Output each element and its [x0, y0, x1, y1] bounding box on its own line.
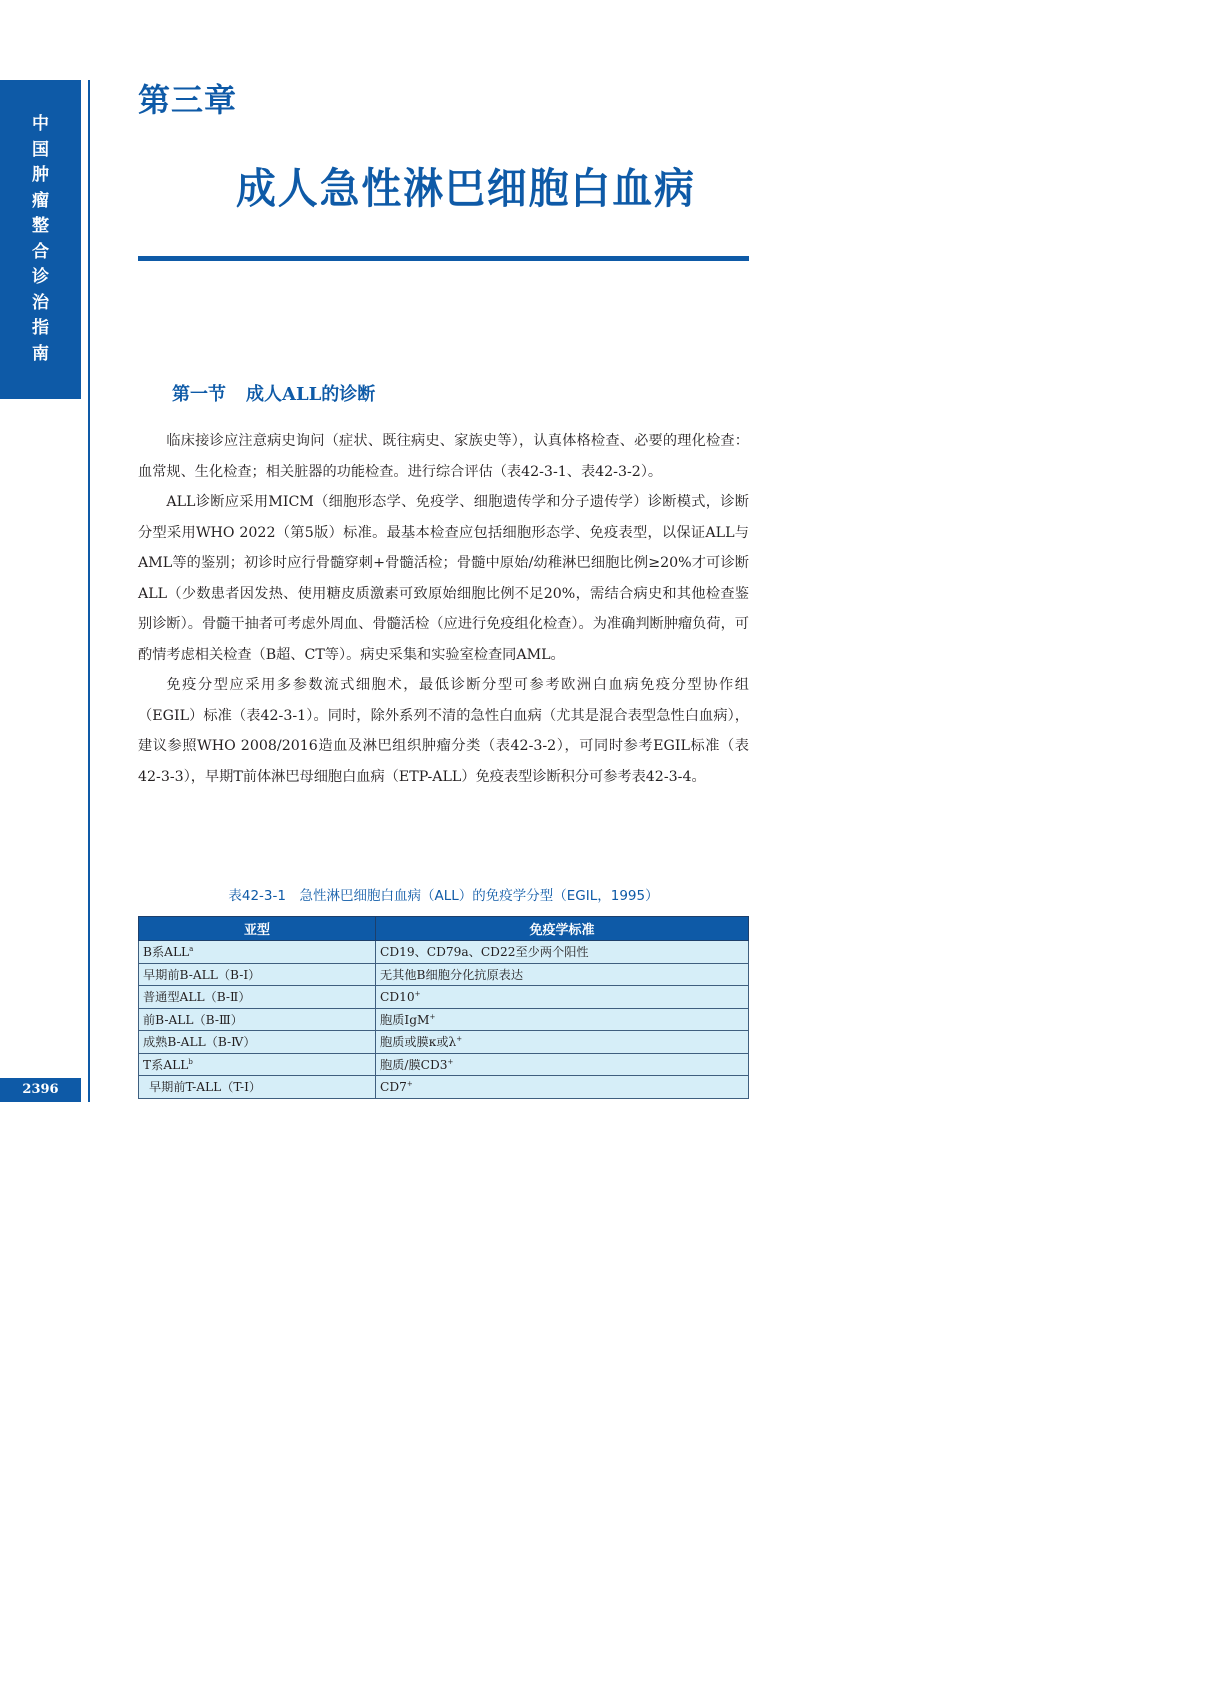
section-title: 成人ALL的诊断 [246, 384, 376, 405]
cell-subtype: 前B-ALL（B-Ⅲ） [139, 1008, 376, 1031]
cell-criteria: 无其他B细胞分化抗原表达 [376, 963, 749, 986]
cell-subtype: 成熟B-ALL（B-Ⅳ） [139, 1031, 376, 1054]
sidebar-char: 南 [32, 343, 49, 364]
table-row [139, 1008, 749, 1031]
sidebar-book-title [0, 112, 81, 367]
table-row [139, 1076, 749, 1099]
title-rule [138, 256, 749, 261]
header-criteria: 免疫学标准 [376, 917, 749, 941]
sidebar-char: 肿 [32, 165, 49, 185]
cell-criteria: 胞质/膜CD3+ [376, 1053, 749, 1076]
sidebar-char: 诊 [32, 267, 49, 287]
immunotype-table [138, 916, 749, 1099]
paragraph: 免疫分型应采用多参数流式细胞术，最低诊断分型可参考欧洲白血病免疫分型协作组（EGIL）标准（表42-3-1）。同时，除外系列不清的急性白血病（尤其是混合表型急性白血病），建议参照WHO 2008/2016造血及淋巴组织肿瘤分类（表42-3-2），可同时参考EGIL标准（表42-3-3），早期T前体淋巴母细胞白血病（ETP-ALL）免疫表型诊断积分可参考表42-3-4。 [138, 677, 749, 785]
paragraph: 临床接诊应注意病史询问（症状、既往病史、家族史等），认真体格检查、必要的理化检查：血常规、生化检查；相关脏器的功能检查。进行综合评估（表42-3-1、表42-3-2）。 [138, 433, 749, 480]
sidebar-char: 瘤 [32, 190, 49, 211]
cell-subtype: 普通型ALL（B-Ⅱ） [139, 986, 376, 1009]
cell-subtype: B系ALL$^a$ [139, 941, 376, 964]
cell-criteria: CD19、CD79a、CD22至少两个阳性 [376, 941, 749, 964]
table-row [139, 986, 749, 1009]
cell-subtype: T系ALL$^b$ [139, 1053, 376, 1076]
chapter-title: 成人急性淋巴细胞白血病 [236, 164, 696, 213]
page-number: 2396 [0, 1078, 81, 1102]
table-row [139, 1031, 749, 1054]
sidebar-char: 指 [32, 318, 49, 338]
cell-criteria: CD10+ [376, 986, 749, 1009]
cell-criteria: 胞质或膜κ或λ+ [376, 1031, 749, 1054]
cell-criteria: CD7+ [376, 1076, 749, 1099]
section-number: 第一节 [172, 384, 226, 405]
sidebar-char: 合 [32, 241, 49, 262]
body-text [138, 426, 749, 792]
margin-divider [88, 80, 90, 1102]
table-header-row [139, 917, 749, 941]
sidebar-char: 中 [32, 114, 49, 134]
paragraph: ALL诊断应采用MICM（细胞形态学、免疫学、细胞遗传学和分子遗传学）诊断模式，诊断分型采用WHO 2022（第5版）标准。最基本检查应包括细胞形态学、免疫表型，以保证ALL与AML等的鉴别；初诊时应行骨髓穿刺+骨髓活检；骨髓中原始/幼稚淋巴细胞比例≥20%才可诊断ALL（少数患者因发热、使用糖皮质激素可致原始细胞比例不足20%，需结合病史和其他检查鉴别诊断）。骨髓干抽者可考虑外周血、骨髓活检（应进行免疫组化检查）。为准确判断肿瘤负荷，可酌情考虑相关检查（B超、CT等）。病史采集和实验室检查同AML。 [138, 494, 749, 663]
header-subtype: 亚型 [139, 917, 376, 941]
sidebar-char: 治 [32, 292, 49, 313]
cell-subtype: 早期前T-ALL（T-Ⅰ） [139, 1076, 376, 1099]
table-row [139, 963, 749, 986]
sidebar-char: 整 [32, 216, 49, 236]
table-row [139, 941, 749, 964]
section-heading [172, 380, 375, 406]
table-row [139, 1053, 749, 1076]
sidebar-char: 国 [32, 139, 49, 160]
chapter-label: 第三章 [138, 81, 238, 119]
cell-criteria: 胞质IgM+ [376, 1008, 749, 1031]
cell-subtype: 早期前B-ALL（B-Ⅰ） [139, 963, 376, 986]
table-caption: 表42-3-1 急性淋巴细胞白血病（ALL）的免疫学分型（EGIL，1995） [228, 888, 659, 904]
